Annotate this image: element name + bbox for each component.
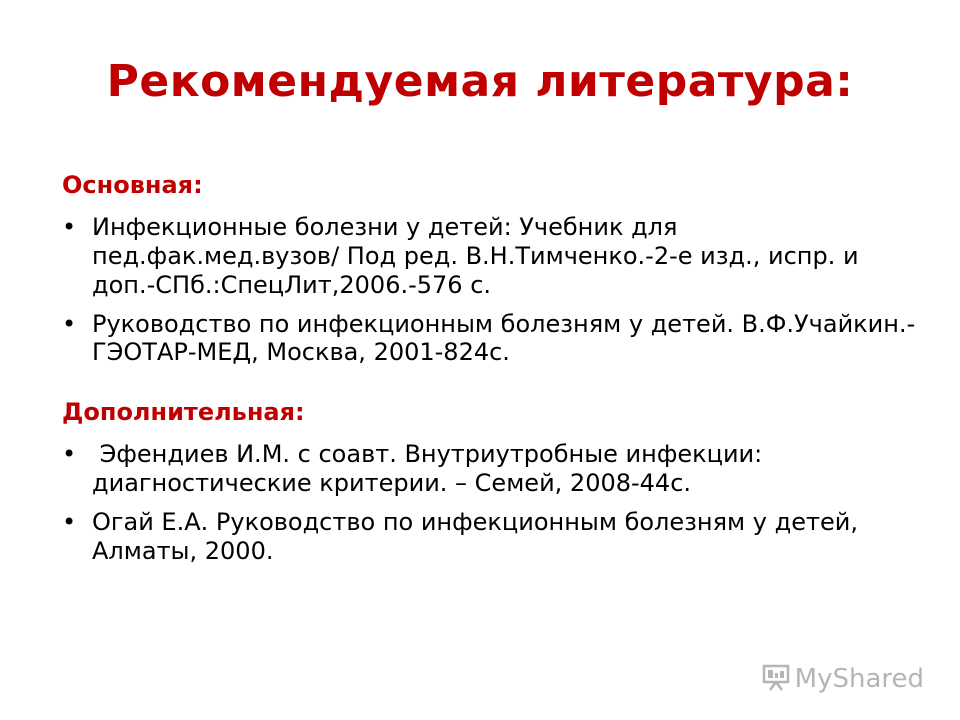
bullet-icon: • (62, 213, 77, 242)
watermark-text: MyShared (794, 664, 924, 694)
list-item-text: Руководство по инфекционным болезням у детей. В.Ф.Учайкин.- ГЭОТАР-МЕД, Москва, 2001-824с. (92, 309, 916, 367)
list-item-text: Инфекционные болезни у детей: Учебник для пед.фак.мед.вузов/ Под ред. В.Н.Тимченко.-2-е изд., испр. и доп.-СПб.:СпецЛит,2006.-576 с. (92, 213, 859, 299)
list-item (62, 440, 922, 498)
section-heading-additional: Дополнительная: (62, 398, 305, 427)
watermark (761, 662, 924, 696)
presentation-icon (761, 662, 791, 696)
bullet-icon: • (62, 440, 77, 469)
list-item (62, 508, 922, 566)
section-heading-main: Основная: (62, 171, 203, 199)
list-item (62, 310, 922, 368)
list-main (62, 213, 922, 367)
list-item-text: Эфендиев И.М. с соавт. Внутриутробные инфекции: диагностические критерии. – Семей, 2008-44с. (92, 440, 770, 498)
list-item (62, 213, 922, 299)
bullet-icon: • (62, 507, 77, 536)
list-additional (62, 440, 922, 565)
slide-title: Рекомендуемая литература: (106, 56, 854, 107)
bullet-icon: • (62, 309, 77, 338)
slide-content (62, 170, 922, 576)
list-item-text: Огай Е.А. Руководство по инфекционным болезням у детей, Алматы, 2000. (92, 507, 858, 565)
